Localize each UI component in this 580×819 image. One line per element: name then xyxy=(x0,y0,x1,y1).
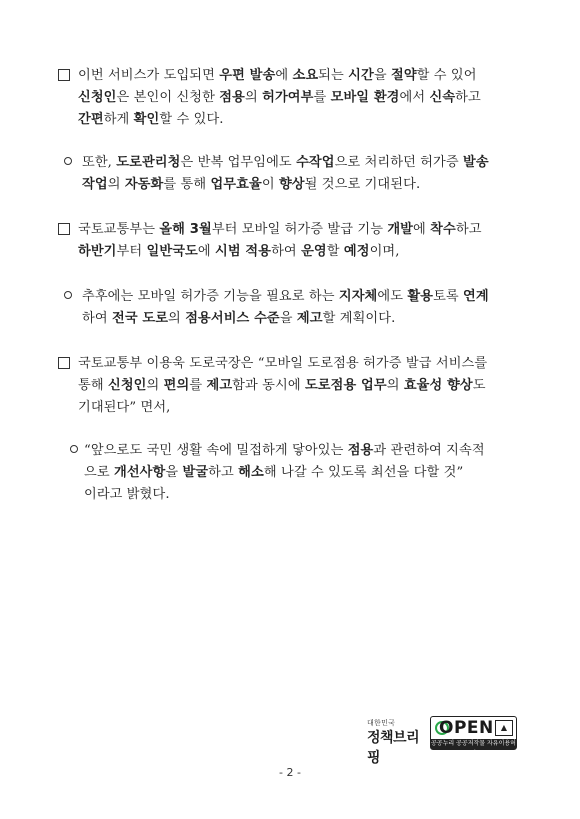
emphasis-text: 연계 xyxy=(463,289,489,304)
body-text: “앞으로도 국민 생활 속에 밀접하게 닿아있는 xyxy=(84,443,348,458)
body-text: 은 본인이 신청한 xyxy=(116,90,220,105)
body-text: 으로 처리하던 허가증 xyxy=(334,155,464,170)
emphasis-text: 발굴 xyxy=(182,465,209,480)
emphasis-text: 모바일 환경 xyxy=(330,90,400,105)
emphasis-text: 편의 xyxy=(163,378,190,393)
body-text: 국토교통부는 xyxy=(78,222,160,237)
emphasis-text: 활용 xyxy=(407,289,434,304)
body-text: 할 수 있다. xyxy=(159,112,224,127)
page-number: - 2 - xyxy=(279,766,301,779)
body-text: 에서 xyxy=(399,90,430,105)
body-text: 으로 xyxy=(84,465,114,480)
body-text: 을 xyxy=(373,68,391,83)
square-bullet-icon xyxy=(58,68,70,84)
body-text: 이번 서비스가 도입되면 xyxy=(78,68,220,83)
emphasis-text: 신청인 xyxy=(107,378,147,393)
emphasis-text: 제고 xyxy=(206,378,233,393)
emphasis-text: 전국 도로 xyxy=(111,311,169,326)
body-text: 의 xyxy=(168,311,186,326)
body-text: 통해 xyxy=(78,378,108,393)
emphasis-text: 우편 발송 xyxy=(219,68,276,83)
body-text: 되는 xyxy=(318,68,349,83)
emphasis-text: 수작업 xyxy=(296,155,335,170)
body-text: 을 xyxy=(279,311,297,326)
paragraph-line xyxy=(78,68,477,84)
logo-small-text: 대한민국 xyxy=(367,719,396,727)
body-text: 은 반복 업무임에도 xyxy=(180,155,297,170)
emphasis-text: 간편 xyxy=(78,112,104,127)
paragraph-line xyxy=(78,356,487,372)
emphasis-text: 제고 xyxy=(296,311,323,326)
body-text: 를 통해 xyxy=(163,177,211,192)
emphasis-text: 절약 xyxy=(390,68,417,83)
body-text: 부터 xyxy=(116,244,147,259)
emphasis-text: 올해 3월 xyxy=(159,222,212,237)
body-text: 도 xyxy=(472,378,486,393)
emphasis-text: 점용 xyxy=(347,443,374,458)
body-text: 이라고 밝혔다. xyxy=(84,487,170,502)
body-text: 에 xyxy=(197,244,216,259)
body-text: 함과 동시에 xyxy=(232,378,305,393)
body-text: 의 xyxy=(244,90,263,105)
body-text: 될 것으로 기대된다. xyxy=(304,177,421,192)
paragraph-line xyxy=(78,244,400,260)
paragraph-line xyxy=(82,155,489,171)
emphasis-text: 개선사항 xyxy=(113,465,166,480)
policy-briefing-logo xyxy=(367,716,429,766)
body-text: 국토교통부 이용욱 도로국장은 “모바일 도로점용 허가증 발급 서비스를 xyxy=(78,356,488,371)
body-text: 할 xyxy=(326,244,344,259)
body-text: 의 xyxy=(146,378,164,393)
emphasis-text: 자동화 xyxy=(124,177,164,192)
body-text: 에 xyxy=(275,68,293,83)
emphasis-text: 운영 xyxy=(301,244,327,259)
open-label: OPEN xyxy=(439,718,494,738)
body-text: 추후에는 모바일 허가증 기능을 필요로 하는 xyxy=(82,289,339,304)
emphasis-text: 신청인 xyxy=(78,90,117,105)
emphasis-text: 시간 xyxy=(348,68,374,83)
emphasis-text: 하반기 xyxy=(78,244,117,259)
paragraph-line xyxy=(82,289,489,305)
emphasis-text: 발송 xyxy=(463,155,489,170)
circle-bullet-icon xyxy=(64,289,72,305)
paragraph-line xyxy=(78,222,482,238)
body-text: 를 xyxy=(313,90,331,105)
body-text: 과 관련하여 지속적 xyxy=(373,443,485,458)
emphasis-text: 소요 xyxy=(292,68,319,83)
emphasis-text: 도로점용 업무 xyxy=(304,378,387,393)
body-text: 의 xyxy=(107,177,125,192)
emphasis-text: 시범 적용 xyxy=(215,244,272,259)
body-text: 하고 xyxy=(455,222,482,237)
body-text: 이 xyxy=(261,177,279,192)
body-text: 하여 xyxy=(82,311,112,326)
emphasis-text: 예정 xyxy=(343,244,370,259)
emphasis-text: 착수 xyxy=(430,222,456,237)
paragraph-line xyxy=(84,465,463,481)
emphasis-text: 일반국도 xyxy=(146,244,198,259)
emphasis-text: 해소 xyxy=(238,465,264,480)
paragraph-line xyxy=(78,378,486,394)
emphasis-text: 업무효율 xyxy=(210,177,262,192)
body-text: 할 수 있어 xyxy=(416,68,477,83)
emphasis-text: 점용 xyxy=(219,90,245,105)
circle-bullet-icon xyxy=(64,155,72,171)
body-text: 를 xyxy=(189,378,207,393)
body-text: 에도 xyxy=(377,289,408,304)
body-text: 또한, xyxy=(82,155,117,170)
body-text: 할 계획이다. xyxy=(322,311,396,326)
body-text: 부터 모바일 허가증 발급 기능 xyxy=(211,222,388,237)
emphasis-text: 신속 xyxy=(429,90,456,105)
license-badge-icon: ▲ xyxy=(495,720,513,736)
paragraph-line xyxy=(82,177,420,193)
body-text: 에 xyxy=(413,222,431,237)
body-text: 해 나갈 수 있도록 최선을 다할 것” xyxy=(263,465,464,480)
square-bullet-icon xyxy=(58,222,70,238)
emphasis-text: 개발 xyxy=(387,222,414,237)
footer-logos xyxy=(367,716,517,766)
emphasis-text: 점용서비스 수준 xyxy=(185,311,280,326)
logo-big-text: 정책브리핑 xyxy=(367,730,420,766)
paragraph-line xyxy=(78,400,170,416)
paragraph-line xyxy=(82,311,395,327)
open-license-logo xyxy=(430,716,517,757)
body-text: 하고 xyxy=(208,465,239,480)
circle-bullet-icon xyxy=(70,443,78,459)
body-text: 의 xyxy=(386,378,404,393)
paragraph-line xyxy=(84,443,485,459)
emphasis-text: 향상 xyxy=(278,177,305,192)
paragraph-line xyxy=(84,487,170,503)
body-text: 하고 xyxy=(455,90,481,105)
emphasis-text: 확인 xyxy=(133,112,160,127)
body-text: 하게 xyxy=(103,112,134,127)
emphasis-text: 지자체 xyxy=(338,289,378,304)
body-text: 이며, xyxy=(369,244,400,259)
body-text: 을 xyxy=(165,465,183,480)
emphasis-text: 도로관리청 xyxy=(116,155,181,170)
open-strip-text: 공공누리 공공저작물 자유이용허락 xyxy=(431,740,516,757)
paragraph-line xyxy=(78,112,224,128)
emphasis-text: 작업 xyxy=(82,177,108,192)
body-text: 기대된다” 면서, xyxy=(78,400,171,415)
paragraph-line xyxy=(78,90,481,106)
emphasis-text: 허가여부 xyxy=(262,90,314,105)
emphasis-text: 효율성 향상 xyxy=(403,378,473,393)
square-bullet-icon xyxy=(58,356,70,372)
body-text: 하여 xyxy=(271,244,302,259)
body-text: 토록 xyxy=(433,289,464,304)
